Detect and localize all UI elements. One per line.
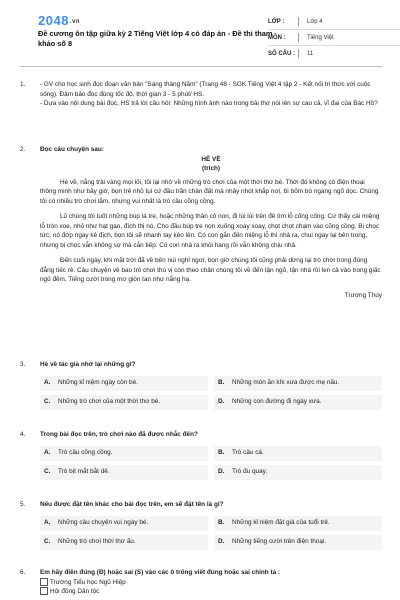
checkbox-label: Hội đồng Dân tộc bbox=[50, 588, 100, 595]
story-subtitle: (trích) bbox=[201, 165, 221, 172]
question-2-prompt: Đọc câu chuyện sau: bbox=[40, 146, 104, 153]
question-1 bbox=[20, 80, 382, 109]
option-text: Những trò chơi thời thơ ấu. bbox=[58, 538, 136, 546]
question-3-prompt: Hè về tác giả nhớ lại những gì? bbox=[40, 361, 136, 368]
option-text: Những con đường đi ngày xưa. bbox=[232, 398, 322, 406]
meta-key: MÔN : bbox=[268, 34, 286, 41]
meta-separator bbox=[298, 17, 307, 26]
meta-key: SỐ CÂU : bbox=[268, 50, 295, 57]
option-letter: D. bbox=[218, 398, 225, 406]
option-text: Những món ăn khi xưa được mẹ nấu. bbox=[232, 379, 340, 387]
checkbox-icon[interactable] bbox=[40, 578, 48, 586]
answer-option-c[interactable] bbox=[40, 535, 208, 550]
checkbox-icon[interactable] bbox=[40, 587, 48, 595]
option-letter: B. bbox=[218, 449, 225, 457]
option-text: Trò bịt mắt bắt dê. bbox=[58, 468, 110, 476]
story-paragraph-2: Lũ chúng tôi tuốt những búp lá tre, hoặc những thân cỏ non, đi lùi lùi trên đê tìm lỗ cõng cống. Cứ thấy cái miệng lỗ tròn xoe, nhỏ như hạt gạo, đích thị nó. Cho đầu búp tre non xuống xoay xoay, chọt chọt chạm vào cõng cồng. Bị chọc tức, nó đớp ngay kẻ địch, bọn tôi sẽ nhanh tay kéo lên. Có con gắn đến miệng lỗ thì nhả ra, chui ngay lại bên trong, nhưng bị chọc vẫn không sợ mà cắn tiếp. Có con nhả ra khỏi hang rồi vẫn không chịu nhả. bbox=[40, 213, 380, 249]
meta-key: LỚP : bbox=[268, 18, 285, 25]
answer-option-a[interactable] bbox=[40, 516, 208, 531]
answer-option-b[interactable] bbox=[214, 516, 382, 531]
option-letter: C. bbox=[44, 468, 51, 476]
checkbox-label: Trường Tiểu học Ngũ Hiệp bbox=[50, 578, 126, 586]
option-letter: A. bbox=[44, 379, 51, 387]
answer-option-d[interactable] bbox=[214, 395, 382, 410]
option-letter: D. bbox=[218, 538, 225, 546]
meta-row-class bbox=[268, 14, 400, 30]
logo-text: 2048 bbox=[38, 13, 69, 28]
story-title: HÈ VỀ bbox=[201, 155, 221, 163]
answer-options bbox=[40, 516, 382, 550]
answer-option-b[interactable] bbox=[214, 376, 382, 391]
logo-suffix: .vn bbox=[69, 18, 81, 25]
meta-row-count bbox=[268, 46, 400, 61]
option-text: Trò câu cá. bbox=[232, 449, 264, 457]
answer-option-d[interactable] bbox=[214, 465, 382, 480]
question-number: 5. bbox=[20, 501, 26, 508]
option-text: Trò đu quay. bbox=[232, 468, 268, 476]
meta-separator bbox=[298, 49, 307, 58]
question-number: 1. bbox=[20, 81, 26, 88]
option-letter: D. bbox=[218, 468, 225, 476]
document-header bbox=[18, 0, 382, 66]
question-5 bbox=[20, 500, 382, 550]
question-number: 2. bbox=[20, 146, 26, 153]
question-6 bbox=[20, 568, 382, 597]
checkbox-item[interactable] bbox=[40, 578, 382, 588]
answer-options bbox=[40, 376, 382, 410]
option-letter: C. bbox=[44, 398, 51, 406]
meta-separator bbox=[298, 33, 307, 42]
option-letter: C. bbox=[44, 538, 51, 546]
document-title: Đề cương ôn tập giữa kỳ 2 Tiếng Việt lớp 4 có đáp án - Đề thi tham khảo số 8 bbox=[38, 29, 273, 48]
header-divider bbox=[20, 66, 382, 67]
site-logo[interactable] bbox=[38, 13, 80, 28]
question-6-prompt: Em hãy điền đúng (Đ) hoặc sai (S) vào các ô trống viết đúng hoặc sai chính tả : bbox=[40, 569, 281, 576]
answer-option-a[interactable] bbox=[40, 446, 208, 461]
story-author: Trương Thúy bbox=[344, 291, 382, 299]
question-number: 6. bbox=[20, 569, 26, 576]
question-1-line-2: - Dựa vào nội dung bài đọc, HS trả lời câu hỏi: Những hình ảnh nào trong bài thơ nói lên sự cao cả, vĩ đại của Bác Hồ? bbox=[40, 100, 378, 107]
answer-option-b[interactable] bbox=[214, 446, 382, 461]
answer-option-a[interactable] bbox=[40, 376, 208, 391]
option-letter: B. bbox=[218, 519, 225, 527]
option-letter: B. bbox=[218, 379, 225, 387]
question-1-line-1: - GV cho học sinh đọc đoạn văn bản "Sáng tháng Năm" (Trang 48 - SGK Tiếng Việt 4 tập 2 - Kết nối tri thức với cuộc sống). Đảm bảo đọc đúng tốc độ, thời gian 3 - 5 phút/ HS. bbox=[40, 81, 371, 98]
meta-value: Tiếng Việt bbox=[307, 34, 334, 41]
question-4-prompt: Trong bài đọc trên, trò chơi nào đã được nhắc đến? bbox=[40, 431, 198, 438]
option-text: Những kỉ niệm ngày còn bé. bbox=[58, 379, 138, 387]
question-number: 3. bbox=[20, 361, 26, 368]
question-5-prompt: Nếu được đặt tên khác cho bài đọc trên, em sẽ đặt tên là gì? bbox=[40, 501, 224, 508]
question-number: 4. bbox=[20, 431, 26, 438]
option-text: Những kỉ niệm đặt giá của tuổi trẻ. bbox=[232, 519, 330, 527]
option-letter: A. bbox=[44, 449, 51, 457]
answer-option-c[interactable] bbox=[40, 465, 208, 480]
option-text: Những tiếng cười trên điện thoại. bbox=[232, 538, 327, 546]
meta-value: 11 bbox=[307, 50, 314, 57]
answer-option-d[interactable] bbox=[214, 535, 382, 550]
option-text: Những trò chơi của một thời thơ bé. bbox=[58, 398, 161, 406]
question-2 bbox=[20, 145, 382, 300]
answer-option-c[interactable] bbox=[40, 395, 208, 410]
story-paragraph-3: Đến cuối ngày, khi mặt trời đã về bên núi nghỉ ngơi, bọn giờ chúng tôi cũng phải dừng lại trò chơi trong đúng đẳng tiếc rẻ. Câu chuyện về bao trò chơi thú vị còn theo chân chúng tôi về đến tận ngõ, tận nhà rồi len cả vào trong giấc ngủ đêm. Tiếng cười trong mơ giòn tan như nắng hạ. bbox=[40, 257, 381, 283]
option-text: Những câu chuyện vui ngày bé. bbox=[58, 519, 149, 527]
checkbox-item[interactable] bbox=[40, 587, 382, 597]
meta-table bbox=[268, 14, 400, 61]
option-letter: A. bbox=[44, 519, 51, 527]
story-paragraph-1: Hè về, nắng trải vàng mọi lối, tôi lại nhớ về những trò chơi của một thời thơ bé. Thời đó không có điện thoại thông minh như bây giờ, bọn trẻ nhỏ tụi cứ đầu trần chân đất mà nhảy nhót khắp nơi, bì bõm bò ngang ngõ dọc. Chúng tôi có nhiều trò chơi lắm, nhưng vui nhất là trò cầu cõng cồng. bbox=[40, 178, 379, 205]
question-3 bbox=[20, 360, 382, 410]
meta-value: Lớp 4 bbox=[307, 18, 323, 25]
answer-options bbox=[40, 446, 382, 480]
meta-row-subject bbox=[268, 30, 400, 46]
question-4 bbox=[20, 430, 382, 480]
option-text: Trò câu cõng cồng. bbox=[58, 449, 113, 457]
